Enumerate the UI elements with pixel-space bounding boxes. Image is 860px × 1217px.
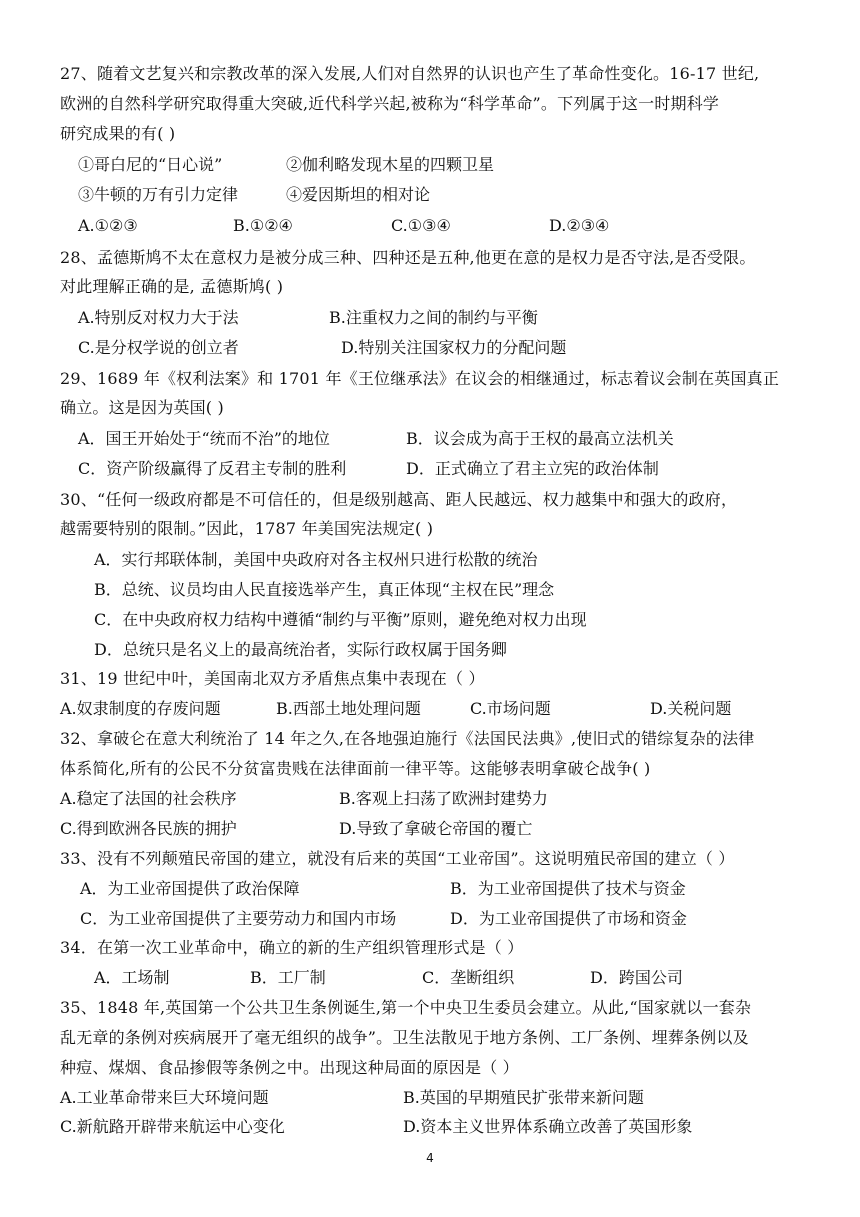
q31-option-c[interactable]: C.市场问题: [470, 699, 551, 718]
q31-stem: 31、19 世纪中叶，美国南北双方矛盾焦点集中表现在（ ）: [60, 669, 485, 688]
q32-option-d[interactable]: D.导致了拿破仑帝国的覆亡: [339, 819, 533, 838]
q33-option-b[interactable]: B．为工业帝国提供了技术与资金: [450, 879, 686, 898]
q30-stem-line2: 越需要特别的限制。”因此，1787 年美国宪法规定( ): [60, 519, 434, 538]
q28-option-d[interactable]: D.特别关注国家权力的分配问题: [341, 338, 567, 357]
q27-item-3: ③牛顿的万有引力定律: [78, 185, 239, 204]
q32-option-c[interactable]: C.得到欧洲各民族的拥护: [60, 819, 237, 838]
q32-option-a[interactable]: A.稳定了法国的社会秩序: [60, 789, 237, 808]
q27-item-2: ②伽利略发现木星的四颗卫星: [286, 155, 495, 174]
q30-option-b[interactable]: B．总统、议员均由人民直接选举产生，真正体现“主权在民”理念: [94, 580, 555, 599]
q29-option-d[interactable]: D．正式确立了君主立宪的政治体制: [406, 459, 659, 478]
q34-stem: 34．在第一次工业革命中，确立的新的生产组织管理形式是（ ）: [60, 938, 524, 957]
q27-option-a[interactable]: A.①②③: [78, 216, 138, 235]
q29-option-a[interactable]: A．国王开始处于“统而不治”的地位: [78, 429, 330, 448]
q35-option-b[interactable]: B.英国的早期殖民扩张带来新问题: [403, 1088, 644, 1107]
q29-stem-line2: 确立。这是因为英国( ): [60, 398, 224, 417]
q30-option-d[interactable]: D．总统只是名义上的最高统治者，实际行政权属于国务卿: [94, 640, 507, 659]
q30-option-c[interactable]: C．在中央政府权力结构中遵循“制约与平衡”原则，避免绝对权力出现: [94, 610, 587, 629]
q27-stem-line1: 27、随着文艺复兴和宗教改革的深入发展,人们对自然界的认识也产生了革命性变化。16-17 世纪,: [60, 64, 760, 83]
q27-option-c[interactable]: C.①③④: [391, 216, 451, 235]
q28-option-c[interactable]: C.是分权学说的创立者: [78, 338, 239, 357]
q32-stem-line2: 体系简化,所有的公民不分贫富贵贱在法律面前一律平等。这能够表明拿破仑战争( ): [60, 759, 651, 778]
q31-option-a[interactable]: A.奴隶制度的存废问题: [60, 699, 221, 718]
q27-option-d[interactable]: D.②③④: [549, 216, 610, 235]
q29-option-c[interactable]: C．资产阶级赢得了反君主专制的胜利: [78, 459, 347, 478]
q33-option-d[interactable]: D．为工业帝国提供了市场和资金: [450, 909, 687, 928]
q35-option-c[interactable]: C.新航路开辟带来航运中心变化: [60, 1117, 285, 1136]
q34-option-d[interactable]: D．跨国公司: [590, 968, 683, 987]
q28-option-b[interactable]: B.注重权力之间的制约与平衡: [329, 308, 538, 327]
q33-stem: 33、没有不列颠殖民帝国的建立，就没有后来的英国“工业帝国”。这说明殖民帝国的建立（ ）: [60, 849, 735, 868]
q35-stem-line1: 35、1848 年,英国第一个公共卫生条例诞生,第一个中央卫生委员会建立。从此,“国家就以一套杂: [60, 998, 752, 1017]
q27-stem-line3: 研究成果的有( ): [60, 124, 176, 143]
q27-item-4: ④爱因斯坦的相对论: [286, 185, 431, 204]
q34-option-a[interactable]: A．工场制: [94, 968, 170, 987]
q35-option-a[interactable]: A.工业革命带来巨大环境问题: [60, 1088, 269, 1107]
page-number: 4: [426, 1151, 434, 1165]
q27-option-b[interactable]: B.①②④: [233, 216, 293, 235]
q30-option-a[interactable]: A．实行邦联体制，美国中央政府对各主权州只进行松散的统治: [94, 550, 538, 569]
q34-option-c[interactable]: C．垄断组织: [422, 968, 515, 987]
q28-stem-line2: 对此理解正确的是, 孟德斯鸠( ): [60, 277, 284, 296]
q28-stem-line1: 28、孟德斯鸠不太在意权力是被分成三种、四种还是五种,他更在意的是权力是否守法,是否受限。: [60, 248, 756, 267]
q34-option-b[interactable]: B．工厂制: [250, 968, 326, 987]
q29-stem-line1: 29、1689 年《权利法案》和 1701 年《王位继承法》在议会的相继通过，标志着议会制在英国真正: [60, 369, 780, 388]
q35-option-d[interactable]: D.资本主义世界体系确立改善了英国形象: [403, 1117, 693, 1136]
q35-stem-line2: 乱无章的条例对疾病展开了毫无组织的战争”。卫生法散见于地方条例、工厂条例、埋葬条例以及: [60, 1028, 749, 1047]
q27-item-1: ①哥白尼的“日心说”: [78, 155, 223, 174]
q35-stem-line3: 种痘、煤烟、食品掺假等条例之中。出现这种局面的原因是（ ）: [60, 1058, 519, 1077]
q33-option-a[interactable]: A．为工业帝国提供了政治保障: [80, 879, 300, 898]
q27-stem-line2: 欧洲的自然科学研究取得重大突破,近代科学兴起,被称为“科学革命”。下列属于这一时期科学: [60, 94, 720, 113]
q32-option-b[interactable]: B.客观上扫荡了欧洲封建势力: [339, 789, 548, 808]
q31-option-b[interactable]: B.西部土地处理问题: [276, 699, 421, 718]
q31-option-d[interactable]: D.关税问题: [650, 699, 732, 718]
q30-stem-line1: 30、“任何一级政府都是不可信任的，但是级别越高、距人民越远、权力越集中和强大的政府，: [60, 490, 738, 509]
q33-option-c[interactable]: C．为工业帝国提供了主要劳动力和国内市场: [80, 909, 397, 928]
q28-option-a[interactable]: A.特别反对权力大于法: [78, 308, 239, 327]
q32-stem-line1: 32、拿破仑在意大利统治了 14 年之久,在各地强迫施行《法国民法典》,使旧式的错综复杂的法律: [60, 729, 755, 748]
q29-option-b[interactable]: B．议会成为高于王权的最高立法机关: [406, 429, 674, 448]
